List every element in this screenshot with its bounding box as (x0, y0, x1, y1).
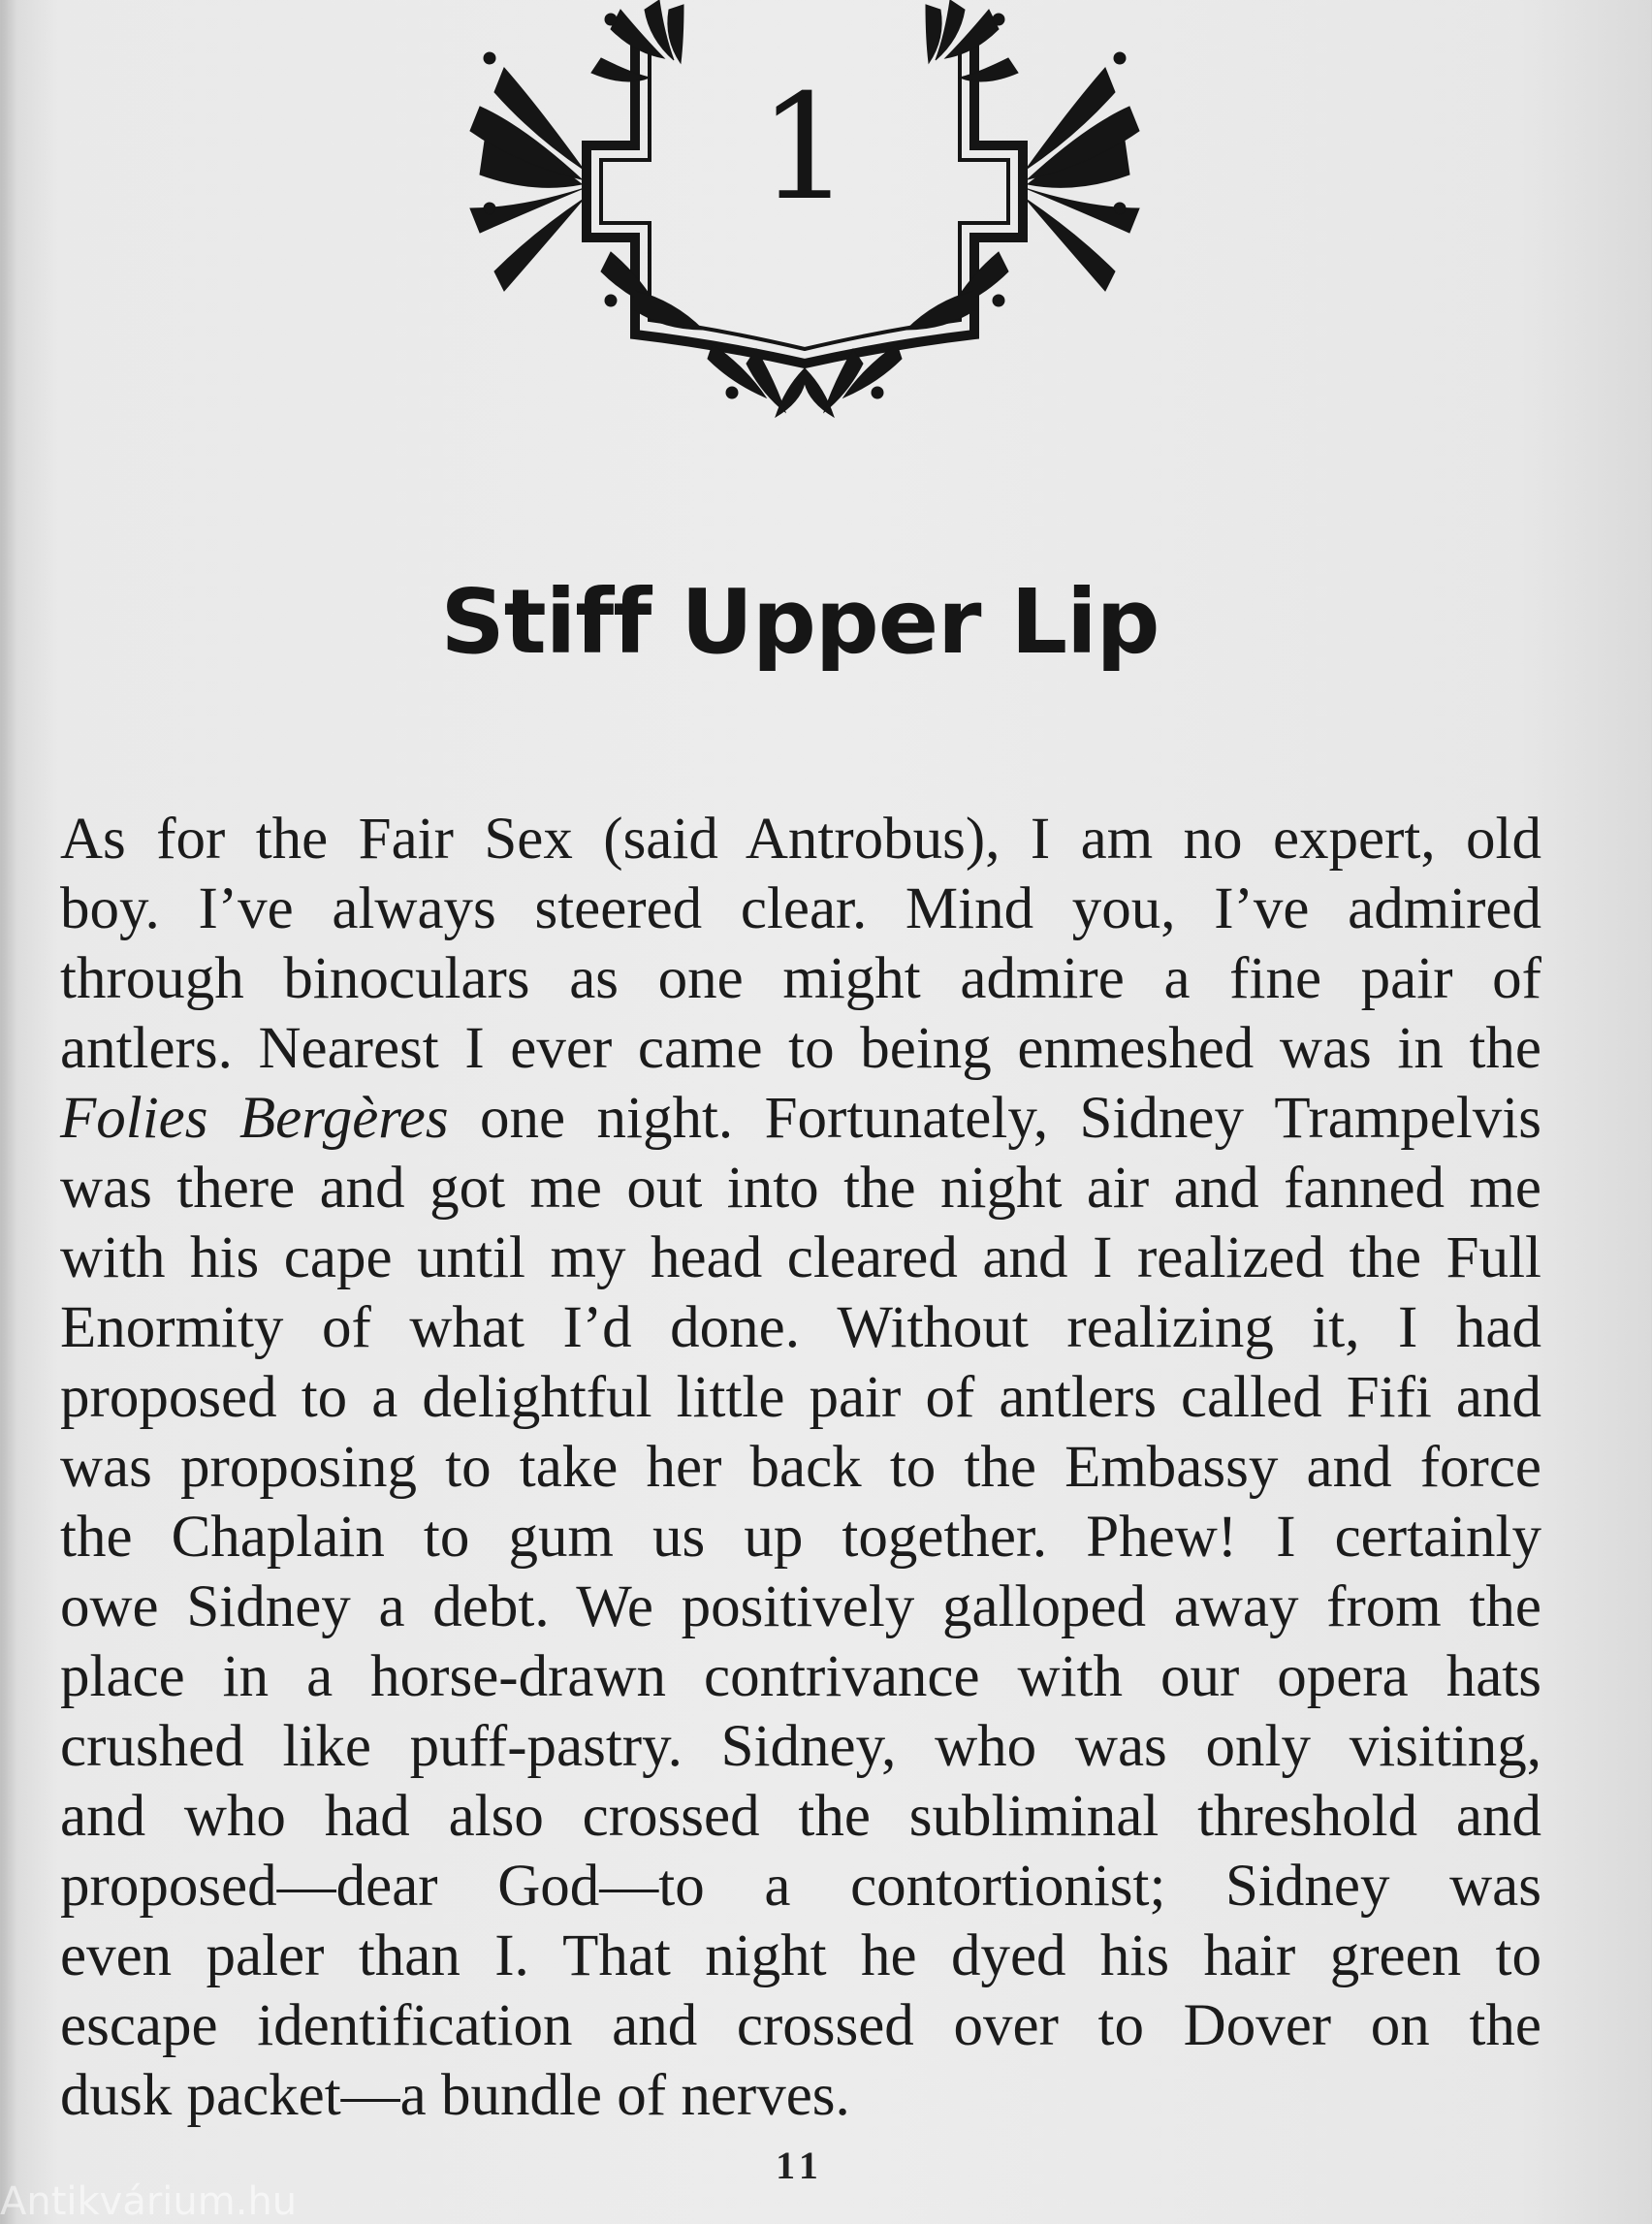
text-line: through binoculars as one might admire a fine pair of (60, 946, 1541, 1011)
chapter-title: Stiff Upper Lip (440, 570, 1160, 674)
chapter-body-text (60, 805, 1541, 2131)
text-line: owe Sidney a debt. We positively galloped away from the (60, 1574, 1541, 1639)
text-line: place in a horse-drawn contrivance with our opera hats (60, 1644, 1541, 1709)
text-line: with his cape until my head cleared and I realized the Full (60, 1225, 1541, 1290)
text-line: even paler than I. That night he dyed his hair green to (60, 1923, 1541, 1988)
text-line: proposed—dear God—to a contortionist; Sidney was (60, 1854, 1541, 1919)
chapter-number: 1 (758, 64, 851, 233)
italic-phrase: Folies Bergères (60, 1086, 449, 1151)
watermark: Antikvárium.hu (0, 2179, 298, 2224)
text-line: the Chaplain to gum us up together. Phew! I certainly (60, 1505, 1541, 1570)
text-line: boy. I’ve always steered clear. Mind you, I’ve admired (60, 876, 1541, 941)
text-line: As for the Fair Sex (said Antrobus), I am no expert, old (60, 807, 1541, 872)
text-line: dusk packet—a bundle of nerves. (60, 2063, 850, 2128)
text-line: escape identification and crossed over to Dover on the (60, 1993, 1541, 2058)
text-line: antlers. Nearest I ever came to being enmeshed was in the (60, 1016, 1541, 1081)
text-line: was there and got me out into the night air and fanned me (60, 1156, 1541, 1221)
text-line: crushed like puff-pastry. Sidney, who was only visiting, (60, 1714, 1541, 1779)
text-line: and who had also crossed the subliminal threshold and (60, 1784, 1541, 1849)
text-line-with-italic (60, 1084, 1541, 1154)
text-line: proposed to a delightful little pair of antlers called Fifi and (60, 1365, 1541, 1430)
page-number: 11 (776, 2144, 824, 2187)
text-line-rest: one night. Fortunately, Sidney Trampelvis (480, 1086, 1541, 1151)
text-line: was proposing to take her back to the Embassy and force (60, 1435, 1541, 1500)
text-line: Enormity of what I’d done. Without realizing it, I had (60, 1295, 1541, 1360)
